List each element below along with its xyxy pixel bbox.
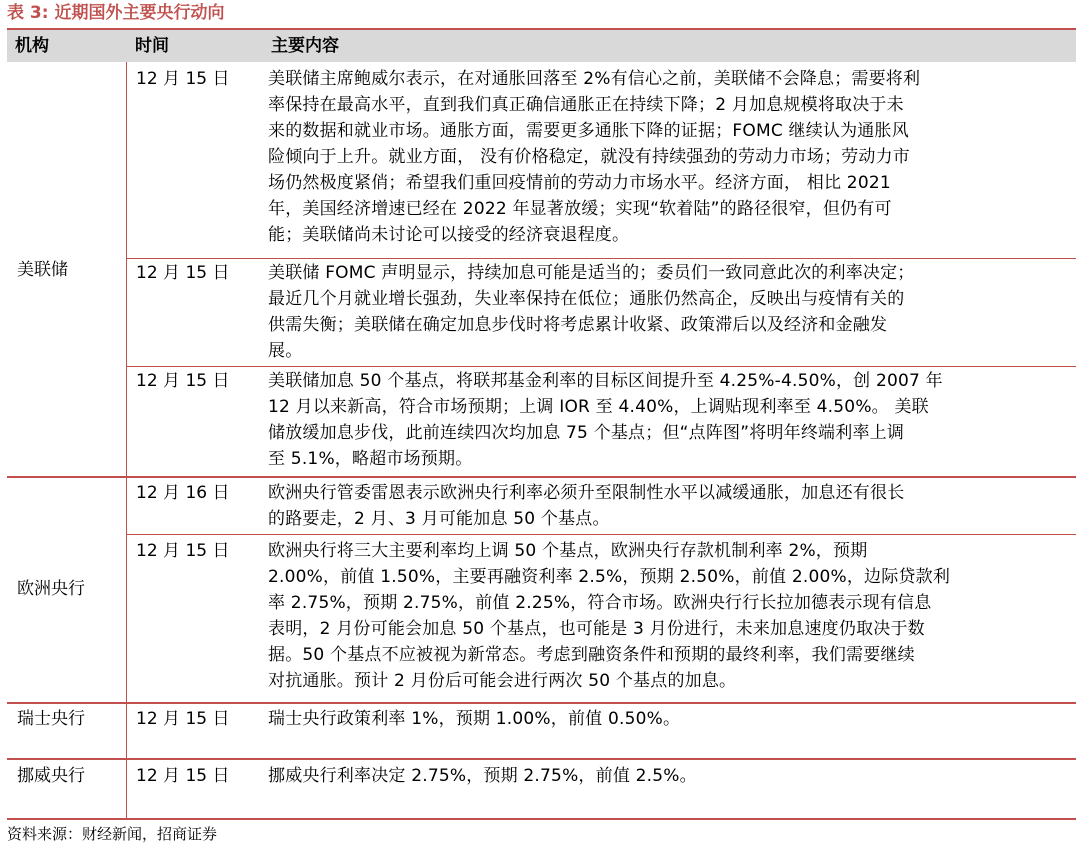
institution-cell: 挪威央行 bbox=[17, 766, 85, 786]
content-line: 表明，2 月份可能会加息 50 个基点，也可能是 3 月份进行，未来加息速度仍取决于数 bbox=[268, 619, 925, 639]
date-cell: 12 月 15 日 bbox=[136, 263, 230, 283]
header-content: 主要内容 bbox=[271, 36, 339, 56]
content-cell bbox=[268, 368, 1068, 472]
content-line: 供需失衡；美联储在确定加息步伐时将考虑累计收紧、政策滞后以及经济和金融发 bbox=[268, 315, 888, 335]
table-bottom-rule bbox=[7, 818, 1076, 820]
content-line: 美联储加息 50 个基点，将联邦基金利率的目标区间提升至 4.25%-4.50%，创 2007 年 bbox=[268, 371, 943, 391]
column-divider bbox=[126, 704, 127, 758]
table-title: 表 3: 近期国外主要央行动向 bbox=[7, 3, 225, 23]
content-line: 率保持在最高水平，直到我们真正确信通胀正在持续下降；2 月加息规模将取决于未 bbox=[268, 95, 904, 115]
content-line: 欧洲央行管委雷恩表示欧洲央行利率必须升至限制性水平以减缓通胀，加息还有很长 bbox=[268, 483, 905, 503]
content-line: 欧洲央行将三大主要利率均上调 50 个基点，欧洲央行存款机制利率 2%，预期 bbox=[268, 541, 868, 561]
content-cell bbox=[268, 260, 1068, 364]
column-divider bbox=[126, 760, 127, 818]
content-line: 对抗通胀。预计 2 月份后可能会进行两次 50 个基点的加息。 bbox=[268, 671, 737, 691]
content-line: 来的数据和就业市场。通胀方面，需要更多通胀下降的证据；FOMC 继续认为通胀风 bbox=[268, 121, 909, 141]
content-line: 瑞士央行政策利率 1%，预期 1.00%，前值 0.50%。 bbox=[268, 709, 681, 729]
content-line: 率 2.75%，预期 2.75%，前值 2.25%，符合市场。欧洲央行行长拉加德表示现有信息 bbox=[268, 593, 932, 613]
source-note: 资料来源：财经新闻，招商证券 bbox=[7, 825, 218, 843]
content-line: 至 5.1%，略超市场预期。 bbox=[268, 449, 473, 469]
content-line: 据。50 个基点不应被视为新常态。考虑到融资条件和预期的最终利率，我们需要继续 bbox=[268, 645, 915, 665]
content-cell bbox=[268, 763, 1068, 789]
content-line: 美联储主席鲍威尔表示，在对通胀回落至 2%有信心之前，美联储不会降息；需要将利 bbox=[268, 69, 921, 89]
column-divider bbox=[126, 62, 127, 476]
group-divider bbox=[7, 476, 1076, 478]
institution-cell: 欧洲央行 bbox=[17, 579, 85, 599]
content-cell bbox=[268, 706, 1068, 732]
content-cell bbox=[268, 538, 1068, 694]
entry-divider bbox=[126, 366, 1076, 367]
entry-divider bbox=[126, 258, 1076, 259]
content-line: 能；美联储尚未讨论可以接受的经济衰退程度。 bbox=[268, 225, 630, 245]
content-cell bbox=[268, 480, 1068, 532]
content-line: 展。 bbox=[268, 341, 303, 361]
header-institution: 机构 bbox=[15, 36, 49, 56]
content-line: 场仍然极度紧俏；希望我们重回疫情前的劳动力市场水平。经济方面， 相比 2021 bbox=[268, 173, 891, 193]
institution-cell: 瑞士央行 bbox=[17, 709, 85, 729]
content-line: 的路要走，2 月、3 月可能加息 50 个基点。 bbox=[268, 509, 610, 529]
group-divider bbox=[7, 702, 1076, 704]
content-line: 挪威央行利率决定 2.75%，预期 2.75%，前值 2.5%。 bbox=[268, 766, 697, 786]
group-divider bbox=[7, 758, 1076, 760]
content-line: 年，美国经济增速已经在 2022 年显著放缓；实现“软着陆”的路径很窄，但仍有可 bbox=[268, 199, 892, 219]
entry-divider bbox=[126, 534, 1076, 535]
content-cell bbox=[268, 66, 1068, 248]
date-cell: 12 月 15 日 bbox=[136, 69, 230, 89]
content-line: 12 月以来新高，符合市场预期；上调 IOR 至 4.40%，上调贴现利率至 4.50%。 美联 bbox=[268, 397, 929, 417]
content-line: 储放缓加息步伐，此前连续四次均加息 75 个基点；但“点阵图”将明年终端利率上调 bbox=[268, 423, 905, 443]
content-line: 2.00%，前值 1.50%，主要再融资利率 2.5%，预期 2.50%，前值 2.00%，边际贷款利 bbox=[268, 567, 951, 587]
date-cell: 12 月 15 日 bbox=[136, 541, 230, 561]
content-line: 美联储 FOMC 声明显示，持续加息可能是适当的；委员们一致同意此次的利率决定； bbox=[268, 263, 915, 283]
column-divider bbox=[126, 478, 127, 702]
date-cell: 12 月 15 日 bbox=[136, 709, 230, 729]
date-cell: 12 月 16 日 bbox=[136, 483, 230, 503]
content-line: 险倾向于上升。就业方面， 没有价格稳定，就没有持续强劲的劳动力市场；劳动力市 bbox=[268, 147, 911, 167]
institution-cell: 美联储 bbox=[17, 260, 68, 280]
table-header-row bbox=[7, 30, 1076, 62]
content-line: 最近几个月就业增长强劲，失业率保持在低位；通胀仍然高企，反映出与疫情有关的 bbox=[268, 289, 905, 309]
date-cell: 12 月 15 日 bbox=[136, 766, 230, 786]
date-cell: 12 月 15 日 bbox=[136, 371, 230, 391]
header-time: 时间 bbox=[135, 36, 169, 56]
